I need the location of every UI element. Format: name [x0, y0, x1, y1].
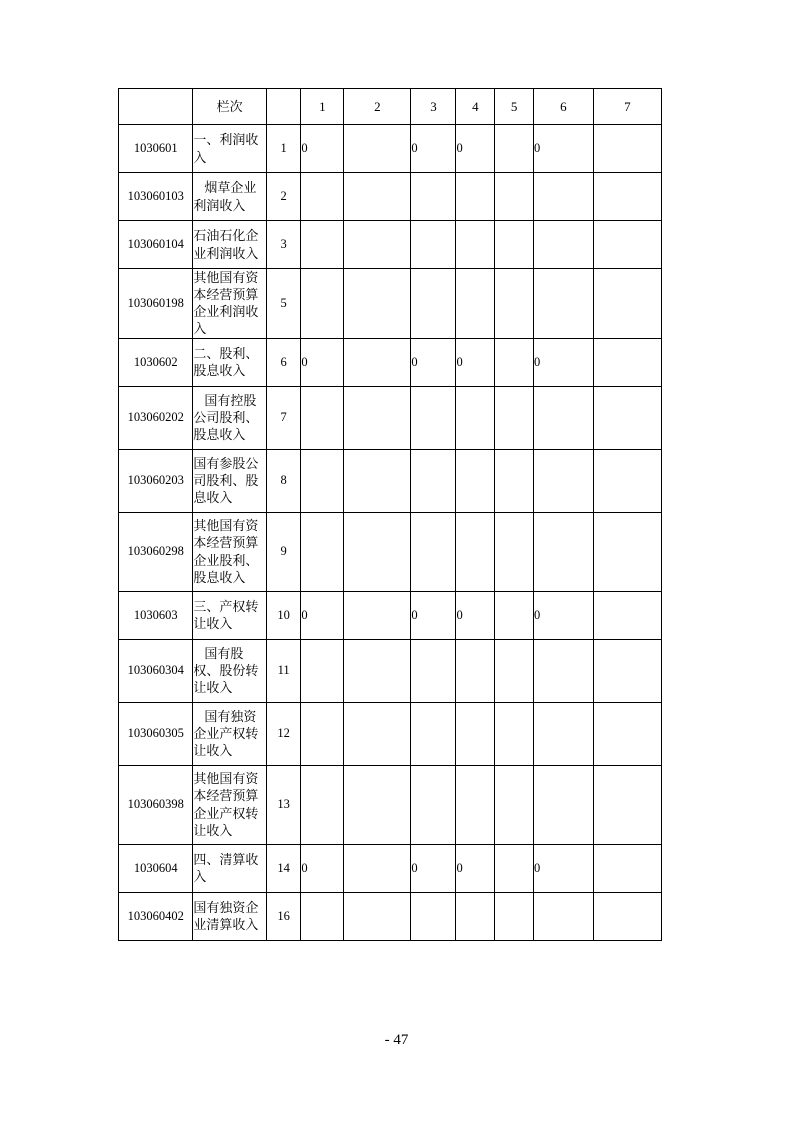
row-item-name: 烟草企业利润收入: [193, 173, 266, 221]
header-col-2: 2: [344, 89, 411, 125]
row-value-col-3: 0: [411, 844, 456, 892]
row-item-name: 国有股权、股份转让收入: [193, 639, 266, 702]
row-value-col-3: [411, 221, 456, 269]
header-col-5: 5: [495, 89, 534, 125]
row-value-col-1: [301, 269, 344, 339]
row-value-col-3: 0: [411, 338, 456, 386]
row-value-col-7: [593, 338, 661, 386]
row-value-col-4: [456, 269, 495, 339]
row-code: 1030602: [119, 338, 193, 386]
row-value-col-7: [593, 765, 661, 844]
row-value-col-1: [301, 765, 344, 844]
row-value-col-3: [411, 892, 456, 940]
table-row: [119, 591, 662, 639]
row-value-col-1: 0: [301, 338, 344, 386]
row-item-name: 国有独资企业清算收入: [193, 892, 266, 940]
row-value-col-4: 0: [456, 591, 495, 639]
table-row: [119, 269, 662, 339]
row-value-col-5: [495, 125, 534, 173]
row-value-col-2: [344, 269, 411, 339]
table-row: [119, 844, 662, 892]
row-value-col-4: [456, 702, 495, 765]
table-row: [119, 892, 662, 940]
row-value-col-5: [495, 702, 534, 765]
row-value-col-2: [344, 338, 411, 386]
row-value-col-2: [344, 173, 411, 221]
row-code: 103060203: [119, 449, 193, 512]
budget-table-container: [118, 88, 662, 941]
row-value-col-7: [593, 591, 661, 639]
row-code: 103060304: [119, 639, 193, 702]
row-value-col-6: [534, 221, 594, 269]
row-value-col-7: [593, 892, 661, 940]
row-value-col-3: [411, 702, 456, 765]
row-value-col-5: [495, 269, 534, 339]
row-line-number: 14: [266, 844, 301, 892]
row-value-col-5: [495, 173, 534, 221]
row-value-col-6: 0: [534, 125, 594, 173]
page-number: - 47: [384, 1032, 409, 1048]
row-item-name: 其他国有资本经营预算企业产权转让收入: [193, 765, 266, 844]
row-value-col-2: [344, 512, 411, 591]
row-value-col-1: [301, 221, 344, 269]
row-value-col-4: [456, 173, 495, 221]
row-value-col-6: [534, 765, 594, 844]
row-code: 103060305: [119, 702, 193, 765]
header-col-3: 3: [411, 89, 456, 125]
row-value-col-6: [534, 512, 594, 591]
table-header-row: [119, 89, 662, 125]
row-value-col-5: [495, 386, 534, 449]
row-value-col-1: 0: [301, 125, 344, 173]
header-col-6: 6: [534, 89, 594, 125]
row-line-number: 11: [266, 639, 301, 702]
row-value-col-5: [495, 892, 534, 940]
row-item-name: 一、利润收入: [193, 125, 266, 173]
row-value-col-6: [534, 449, 594, 512]
row-code: 103060402: [119, 892, 193, 940]
row-value-col-3: [411, 386, 456, 449]
row-code: 103060398: [119, 765, 193, 844]
row-item-name: 其他国有资本经营预算企业股利、股息收入: [193, 512, 266, 591]
table-row: [119, 702, 662, 765]
row-value-col-6: [534, 386, 594, 449]
row-value-col-6: [534, 173, 594, 221]
row-line-number: 12: [266, 702, 301, 765]
row-value-col-1: [301, 702, 344, 765]
row-value-col-1: 0: [301, 591, 344, 639]
row-value-col-7: [593, 639, 661, 702]
row-value-col-4: 0: [456, 125, 495, 173]
row-value-col-4: [456, 765, 495, 844]
row-value-col-5: [495, 844, 534, 892]
row-value-col-4: 0: [456, 338, 495, 386]
row-value-col-5: [495, 639, 534, 702]
row-value-col-6: 0: [534, 591, 594, 639]
row-value-col-1: [301, 639, 344, 702]
row-value-col-5: [495, 512, 534, 591]
row-line-number: 2: [266, 173, 301, 221]
row-value-col-1: [301, 449, 344, 512]
row-line-number: 7: [266, 386, 301, 449]
row-value-col-4: [456, 892, 495, 940]
row-value-col-4: [456, 639, 495, 702]
table-row: [119, 765, 662, 844]
row-value-col-2: [344, 591, 411, 639]
row-line-number: 5: [266, 269, 301, 339]
header-col-1: 1: [301, 89, 344, 125]
row-item-name: 三、产权转让收入: [193, 591, 266, 639]
row-value-col-7: [593, 173, 661, 221]
row-line-number: 10: [266, 591, 301, 639]
row-value-col-6: 0: [534, 844, 594, 892]
row-item-name: 其他国有资本经营预算企业利润收入: [193, 269, 266, 339]
row-code: 1030603: [119, 591, 193, 639]
row-line-number: 6: [266, 338, 301, 386]
row-code: 1030601: [119, 125, 193, 173]
header-col-7: 7: [593, 89, 661, 125]
row-value-col-1: 0: [301, 844, 344, 892]
row-value-col-7: [593, 125, 661, 173]
row-code: 103060104: [119, 221, 193, 269]
row-value-col-1: [301, 386, 344, 449]
table-row: [119, 386, 662, 449]
header-col-4: 4: [456, 89, 495, 125]
row-item-name: 二、股利、股息收入: [193, 338, 266, 386]
row-value-col-4: 0: [456, 844, 495, 892]
budget-table-body: [119, 89, 662, 941]
row-value-col-4: [456, 449, 495, 512]
row-value-col-5: [495, 765, 534, 844]
row-value-col-2: [344, 639, 411, 702]
row-item-name: 四、清算收入: [193, 844, 266, 892]
row-value-col-5: [495, 338, 534, 386]
row-value-col-2: [344, 386, 411, 449]
table-row: [119, 125, 662, 173]
row-item-name: 国有控股公司股利、股息收入: [193, 386, 266, 449]
row-line-number: 3: [266, 221, 301, 269]
row-value-col-2: [344, 765, 411, 844]
row-value-col-1: [301, 173, 344, 221]
row-value-col-2: [344, 844, 411, 892]
row-value-col-2: [344, 221, 411, 269]
row-value-col-2: [344, 125, 411, 173]
row-value-col-2: [344, 892, 411, 940]
row-value-col-7: [593, 386, 661, 449]
row-code: 103060298: [119, 512, 193, 591]
row-value-col-5: [495, 591, 534, 639]
table-row: [119, 221, 662, 269]
row-value-col-4: [456, 512, 495, 591]
row-value-col-1: [301, 892, 344, 940]
row-line-number: 9: [266, 512, 301, 591]
row-value-col-5: [495, 221, 534, 269]
row-value-col-6: [534, 269, 594, 339]
row-code: 103060103: [119, 173, 193, 221]
row-line-number: 16: [266, 892, 301, 940]
row-value-col-7: [593, 221, 661, 269]
row-value-col-7: [593, 702, 661, 765]
row-value-col-3: [411, 269, 456, 339]
row-item-name: 国有参股公司股利、股息收入: [193, 449, 266, 512]
row-value-col-5: [495, 449, 534, 512]
header-code-cell: [119, 89, 193, 125]
header-item-cell: 栏次: [193, 89, 266, 125]
row-value-col-2: [344, 702, 411, 765]
row-value-col-4: [456, 386, 495, 449]
row-value-col-1: [301, 512, 344, 591]
row-item-name: 石油石化企业利润收入: [193, 221, 266, 269]
row-code: 103060202: [119, 386, 193, 449]
row-value-col-4: [456, 221, 495, 269]
row-value-col-3: [411, 173, 456, 221]
row-value-col-3: [411, 449, 456, 512]
row-line-number: 1: [266, 125, 301, 173]
row-item-name: 国有独资企业产权转让收入: [193, 702, 266, 765]
table-row: [119, 173, 662, 221]
row-value-col-7: [593, 512, 661, 591]
row-value-col-2: [344, 449, 411, 512]
row-line-number: 8: [266, 449, 301, 512]
table-row: [119, 338, 662, 386]
row-value-col-6: [534, 702, 594, 765]
row-value-col-6: [534, 892, 594, 940]
table-row: [119, 512, 662, 591]
row-value-col-7: [593, 449, 661, 512]
row-value-col-7: [593, 269, 661, 339]
row-value-col-3: 0: [411, 591, 456, 639]
row-code: 103060198: [119, 269, 193, 339]
table-row: [119, 639, 662, 702]
row-value-col-7: [593, 844, 661, 892]
budget-table: [118, 88, 662, 941]
table-row: [119, 449, 662, 512]
row-value-col-3: [411, 639, 456, 702]
row-value-col-3: 0: [411, 125, 456, 173]
row-line-number: 13: [266, 765, 301, 844]
row-code: 1030604: [119, 844, 193, 892]
row-value-col-3: [411, 512, 456, 591]
row-value-col-6: [534, 639, 594, 702]
row-value-col-3: [411, 765, 456, 844]
row-value-col-6: 0: [534, 338, 594, 386]
header-line-cell: [266, 89, 301, 125]
